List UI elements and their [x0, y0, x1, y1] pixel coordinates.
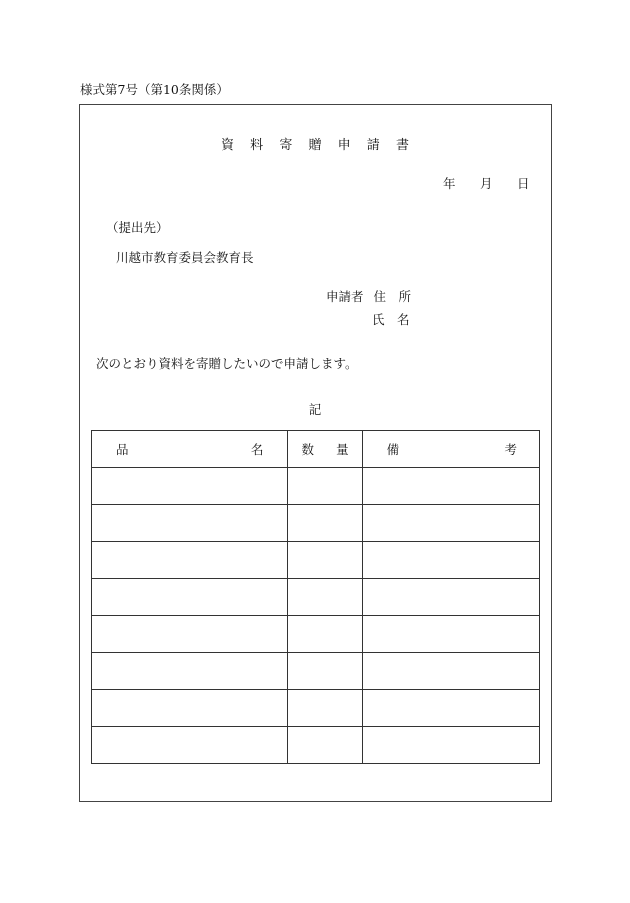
header-char: 考 [504, 442, 517, 457]
remarks-cell[interactable] [362, 727, 539, 764]
item-name-cell[interactable] [92, 579, 288, 616]
item-name-cell[interactable] [92, 690, 288, 727]
document-title [0, 134, 630, 153]
table-header-row [92, 431, 540, 468]
address-label: 住 所 [373, 289, 412, 304]
header-item-name [92, 431, 288, 468]
quantity-cell[interactable] [288, 505, 362, 542]
title-char: 書 [395, 138, 409, 153]
quantity-cell[interactable] [288, 690, 362, 727]
name-label: 氏 名 [372, 312, 410, 327]
ki-label: 記 [308, 402, 322, 417]
applicant-label: 申請者 [326, 289, 364, 304]
items-table [91, 430, 540, 764]
header-quantity [288, 431, 362, 468]
header-char: 量 [336, 442, 349, 457]
item-name-cell[interactable] [92, 542, 288, 579]
quantity-cell[interactable] [288, 579, 362, 616]
table-row [92, 468, 540, 505]
item-name-cell[interactable] [92, 653, 288, 690]
applicant-address-row [326, 287, 411, 305]
header-char: 品 [116, 442, 129, 457]
item-name-cell[interactable] [92, 468, 288, 505]
title-char: 贈 [308, 138, 322, 153]
remarks-cell[interactable] [362, 690, 539, 727]
submit-to-label: （提出先） [106, 220, 169, 235]
remarks-cell[interactable] [362, 468, 539, 505]
header-char: 備 [386, 442, 400, 457]
remarks-cell[interactable] [362, 505, 539, 542]
title-char: 申 [337, 138, 351, 153]
body-text: 次のとおり資料を寄贈したいので申請します。 [96, 356, 358, 371]
quantity-cell[interactable] [288, 727, 362, 764]
quantity-cell[interactable] [288, 616, 362, 653]
remarks-cell[interactable] [362, 653, 539, 690]
date-day-label: 日 [517, 176, 530, 191]
table-row [92, 616, 540, 653]
form-number-label: 様式第7号（第10条関係） [80, 82, 229, 97]
title-char: 料 [250, 138, 264, 153]
table-row [92, 690, 540, 727]
title-char: 請 [366, 138, 380, 153]
quantity-cell[interactable] [288, 653, 362, 690]
date-month-label: 月 [480, 176, 493, 191]
table-row [92, 542, 540, 579]
header-char: 数 [301, 442, 314, 457]
date-year-label: 年 [443, 176, 456, 191]
table-row [92, 505, 540, 542]
header-remarks [362, 431, 539, 468]
remarks-cell[interactable] [362, 579, 539, 616]
item-name-cell[interactable] [92, 616, 288, 653]
quantity-cell[interactable] [288, 468, 362, 505]
title-char: 資 [221, 138, 235, 153]
header-char: 名 [250, 442, 264, 457]
item-name-cell[interactable] [92, 505, 288, 542]
item-name-cell[interactable] [92, 727, 288, 764]
table-row [92, 579, 540, 616]
remarks-cell[interactable] [362, 616, 539, 653]
quantity-cell[interactable] [288, 542, 362, 579]
title-char: 寄 [279, 138, 293, 153]
table-row [92, 727, 540, 764]
recipient: 川越市教育委員会教育長 [116, 250, 254, 265]
date-line [443, 174, 530, 192]
table-row [92, 653, 540, 690]
remarks-cell[interactable] [362, 542, 539, 579]
